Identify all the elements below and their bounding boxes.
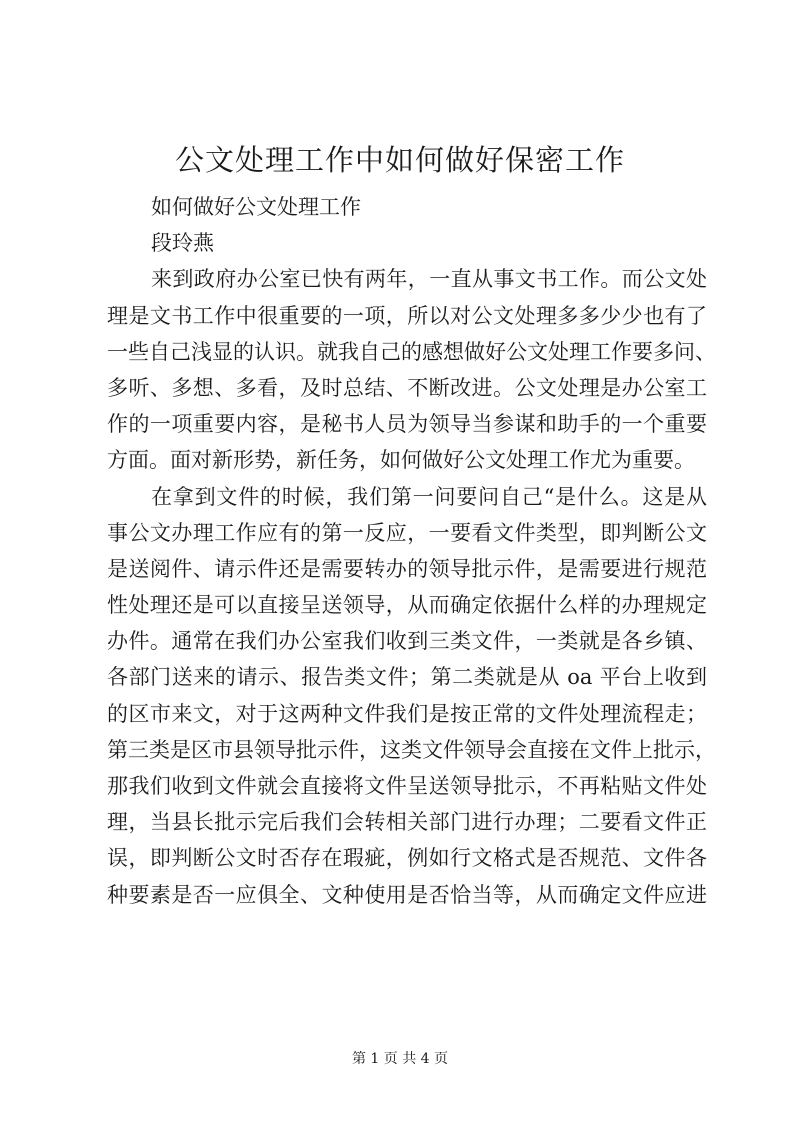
paragraph-2-line-6: 各部门送来的请示、报告类文件；第二类就是从 oa 平台上收到 (107, 665, 707, 690)
paragraph-2-line-12: 种要素是否一应俱全、文种使用是否恰当等，从而确定文件应进 (107, 882, 707, 907)
paragraph-2-line-5: 办件。通常在我们办公室我们收到三类文件，一类就是各乡镇、 (107, 629, 707, 654)
paragraph-2-line-2: 事公文办理工作应有的第一反应，一要看文件类型，即判断公文 (107, 520, 707, 545)
paragraph-1-line-4: 多听、多想、多看，及时总结、不断改进。公文处理是办公室工 (107, 375, 707, 400)
paragraph-2-line-7: 的区市来文，对于这两种文件我们是按正常的文件处理流程走； (107, 701, 707, 726)
paragraph-2-line-8: 第三类是区市县领导批示件，这类文件领导会直接在文件上批示， (107, 737, 716, 762)
paragraph-2-line-1: 在拿到文件的时候，我们第一问要问自己“是什么。这是从 (151, 484, 707, 509)
document-body (107, 189, 716, 913)
paragraph-1-line-6: 方面。面对新形势，新任务，如何做好公文处理工作尤为重要。 (107, 448, 695, 473)
paragraph-1-line-2: 理是文书工作中很重要的一项，所以对公文处理多多少少也有了 (107, 303, 707, 328)
author-name: 段玲燕 (151, 231, 214, 256)
paragraph-2-line-10: 理，当县长批示完后我们会转相关部门进行办理；二要看文件正 (107, 810, 707, 835)
paragraph-1-line-1: 来到政府办公室已快有两年，一直从事文书工作。而公文处 (151, 267, 707, 292)
paragraph-1-line-3: 一些自己浅显的认识。就我自己的感想做好公文处理工作要多问、 (107, 339, 716, 364)
paragraph-2-line-3: 是送阅件、请示件还是需要转办的领导批示件，是需要进行规范 (107, 556, 707, 581)
subtitle: 如何做好公文处理工作 (151, 195, 361, 219)
paragraph-2-line-4: 性处理还是可以直接呈送领导，从而确定依据什么样的办理规定 (107, 593, 707, 618)
paragraph-2-line-11: 误，即判断公文时否存在瑕疵，例如行文格式是否规范、文件各 (107, 846, 707, 871)
page-title: 公文处理工作中如何做好保密工作 (174, 143, 625, 177)
paragraph-2-line-9: 那我们收到文件就会直接将文件呈送领导批示，不再粘贴文件处 (107, 774, 707, 798)
paragraph-1-line-5: 作的一项重要内容，是秘书人员为领导当参谋和助手的一个重要 (107, 412, 707, 437)
page-footer: 第 1 页 共 4 页 (351, 1051, 449, 1067)
